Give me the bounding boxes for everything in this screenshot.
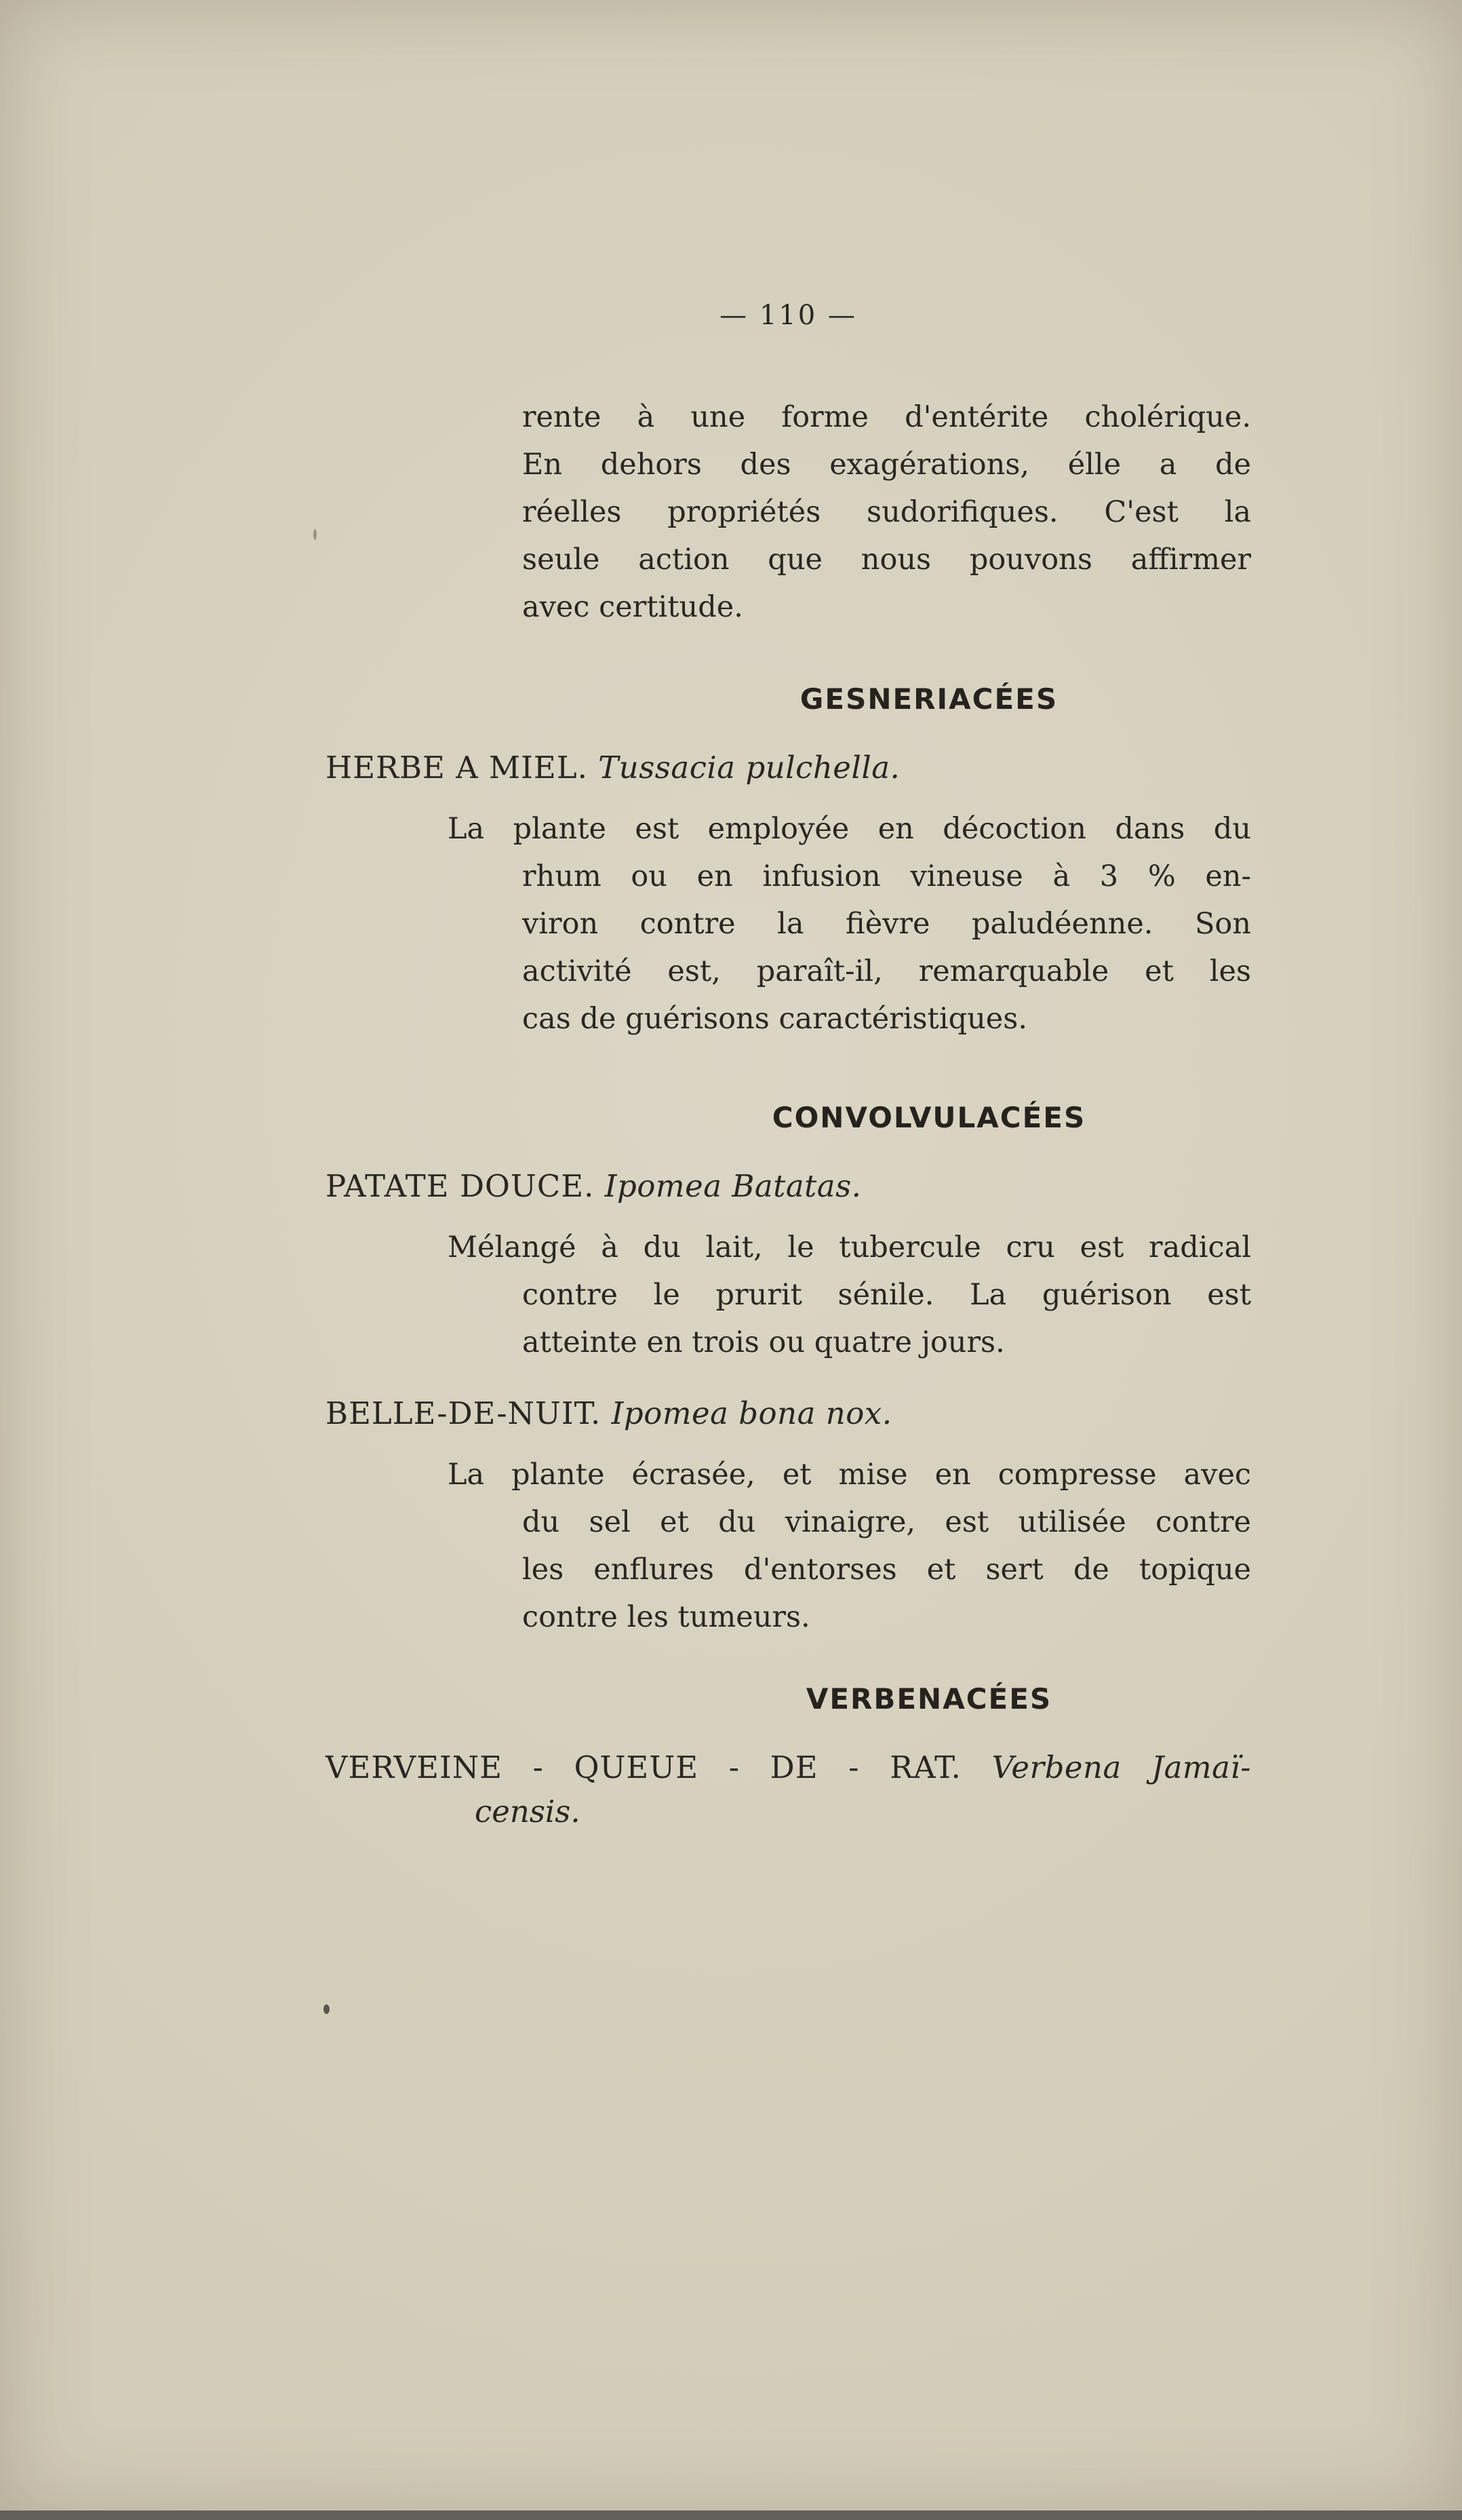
- section-heading-convolvulacees: CONVOLVULACÉES: [772, 1101, 1086, 1134]
- entry-title-patate-douce: [325, 1166, 1251, 1207]
- text-line: atteinte en trois ou quatre jours.: [522, 1325, 1005, 1359]
- intro-paragraph: [325, 393, 1251, 631]
- text-line: viron contre la fièvre paludéenne. Son: [522, 907, 1251, 941]
- text-line: En dehors des exagérations, élle a de: [522, 448, 1251, 482]
- text-line: activité est, paraît-il, remarquable et les: [522, 954, 1251, 988]
- page-number: — 110 —: [719, 300, 857, 331]
- text-line: contre les tumeurs.: [522, 1600, 810, 1634]
- text-line: La plante écrasée, et mise en compresse avec: [448, 1458, 1251, 1492]
- section-heading-gesneriacees: GESNERIACÉES: [799, 682, 1059, 716]
- ink-speck: [323, 2004, 330, 2014]
- section-heading-verbenacees: VERBENACÉES: [806, 1682, 1052, 1715]
- entry-common-name: PATATE DOUCE.: [325, 1168, 595, 1204]
- text-line: réelles propriétés sudorifiques. C'est la: [522, 495, 1251, 529]
- text-block: [325, 0, 1251, 1836]
- entry-latin-name: Ipomea Batatas.: [604, 1168, 862, 1204]
- text-line: La plante est employée en décoction dans du: [448, 812, 1251, 846]
- text-line: du sel et du vinaigre, est utilisée contre: [522, 1505, 1251, 1539]
- text-line: contre le prurit sénile. La guérison est: [522, 1278, 1251, 1312]
- text-line: seule action que nous pouvons affirmer: [522, 543, 1251, 577]
- text-line: avec certitude.: [522, 590, 743, 624]
- entry-title-herbe-a-miel: [325, 748, 1251, 788]
- entry-body-patate-douce: [325, 1224, 1251, 1366]
- entry-title-verveine-queue-de-rat: [325, 1747, 1251, 1788]
- entry-title-belle-de-nuit: [325, 1393, 1251, 1434]
- text-line: Mélangé à du lait, le tubercule cru est radical: [448, 1230, 1251, 1264]
- entry-latin-name: Verbena Jamaï-: [991, 1749, 1251, 1785]
- ink-speck: [313, 529, 317, 540]
- entry-common-name: HERBE A MIEL.: [325, 750, 588, 786]
- text-line: cas de guérisons caractéristiques.: [522, 1002, 1027, 1036]
- text-line: les enflures d'entorses et sert de topique: [522, 1553, 1251, 1587]
- entry-latin-name-continuation: censis.: [475, 1794, 580, 1829]
- text-line: rente à une forme d'entérite cholérique.: [522, 400, 1251, 434]
- entry-body-herbe-a-miel: [325, 805, 1251, 1043]
- text-line: rhum ou en infusion vineuse à 3 % en-: [522, 859, 1251, 893]
- entry-common-name: BELLE-DE-NUIT.: [325, 1395, 601, 1431]
- entry-latin-name: Ipomea bona nox.: [611, 1395, 892, 1431]
- entry-latin-name: Tussacia pulchella.: [598, 750, 901, 786]
- entry-common-name: VERVEINE - QUEUE - DE - RAT.: [325, 1749, 962, 1785]
- scan-edge: [0, 2511, 1462, 2520]
- entry-body-belle-de-nuit: [325, 1451, 1251, 1641]
